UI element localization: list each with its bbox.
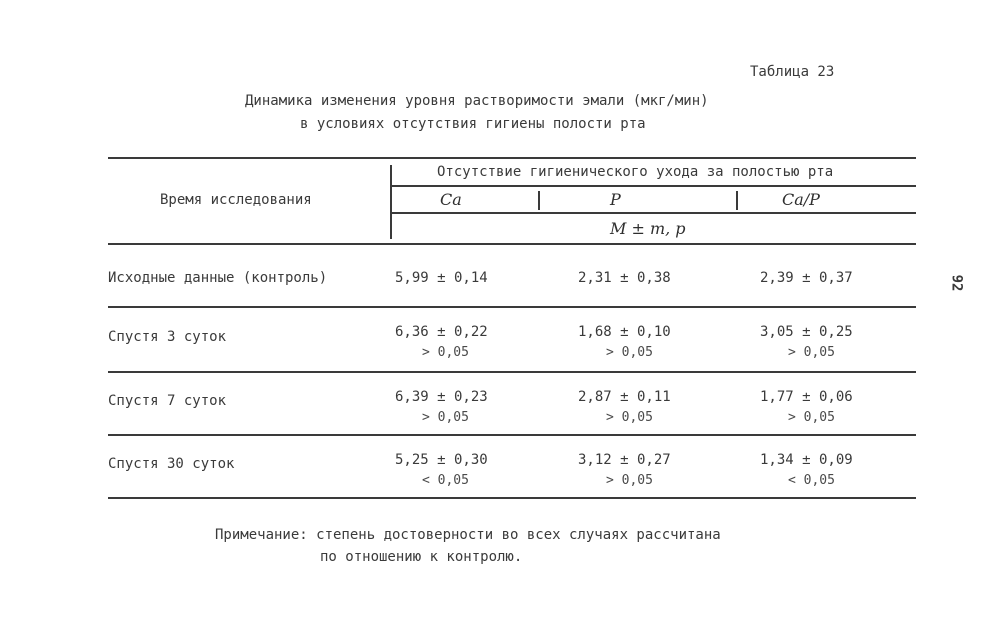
page-number: 92 (948, 274, 965, 292)
table-bottom-rule (108, 497, 916, 499)
cell-p: 1,68 ± 0,10 (578, 324, 671, 340)
cell-ca: 5,99 ± 0,14 (395, 270, 488, 286)
table-top-rule (108, 157, 916, 159)
header-col-cap: Ca/P (782, 190, 820, 209)
cell-p: 3,12 ± 0,27 (578, 452, 671, 468)
row-label: Спустя 3 суток (108, 329, 227, 345)
cell-ca: 6,36 ± 0,22 (395, 324, 488, 340)
table-label: Таблица 23 (750, 64, 835, 80)
cell-ca-p: < 0,05 (422, 473, 469, 488)
cell-ca-p: > 0,05 (422, 410, 469, 425)
row-label: Спустя 30 суток (108, 456, 235, 472)
header-group-label: Отсутствие гигиенического ухода за полостью рта (437, 164, 834, 180)
header-row-label: Время исследования (160, 192, 312, 208)
cell-p: 2,31 ± 0,38 (578, 270, 671, 286)
cell-ca-p: > 0,05 (422, 345, 469, 360)
cell-cap: 1,34 ± 0,09 (760, 452, 853, 468)
table-title-line2: в условиях отсутствия гигиены полости рта (300, 116, 646, 132)
row-label: Спустя 7 суток (108, 393, 227, 409)
header-col-ca: Ca (440, 190, 462, 209)
header-col-rule (392, 212, 916, 214)
row-rule-1 (108, 306, 916, 308)
row-rule-2 (108, 371, 916, 373)
cell-cap: 2,39 ± 0,37 (760, 270, 853, 286)
cell-cap-p: > 0,05 (788, 410, 835, 425)
header-bottom-rule (108, 243, 916, 245)
header-col-sep-2 (736, 191, 738, 210)
note-line2: по отношению к контролю. (320, 549, 523, 565)
header-col-sep-1 (538, 191, 540, 210)
cell-cap: 3,05 ± 0,25 (760, 324, 853, 340)
row-label: Исходные данные (контроль) (108, 270, 328, 286)
note-line1: Примечание: степень достоверности во всех случаях рассчитана (215, 527, 721, 543)
cell-p-p: > 0,05 (606, 410, 653, 425)
cell-cap-p: > 0,05 (788, 345, 835, 360)
header-stat-label: M ± m, p (610, 219, 686, 238)
header-vertical-rule (390, 165, 392, 239)
cell-p: 2,87 ± 0,11 (578, 389, 671, 405)
cell-p-p: > 0,05 (606, 473, 653, 488)
cell-cap: 1,77 ± 0,06 (760, 389, 853, 405)
cell-ca: 6,39 ± 0,23 (395, 389, 488, 405)
row-rule-3 (108, 434, 916, 436)
header-col-p: P (610, 190, 621, 209)
cell-p-p: > 0,05 (606, 345, 653, 360)
table-title-line1: Динамика изменения уровня растворимости эмали (мкг/мин) (245, 93, 709, 109)
header-group-rule (392, 185, 916, 187)
cell-cap-p: < 0,05 (788, 473, 835, 488)
cell-ca: 5,25 ± 0,30 (395, 452, 488, 468)
